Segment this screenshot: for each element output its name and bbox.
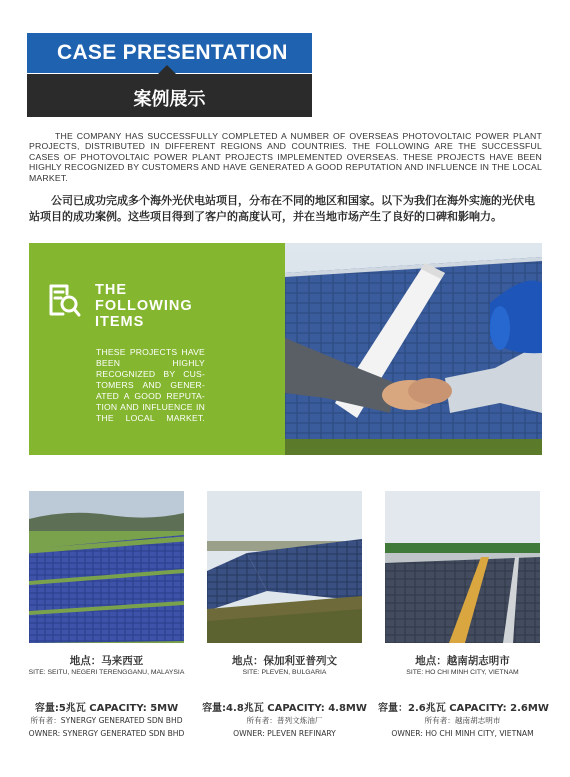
header-subtitle-banner	[27, 74, 312, 117]
case-site: SITE: HO CHI MINH CITY, VIETNAM	[406, 669, 519, 676]
page-title-en: CASE PRESENTATION	[57, 41, 288, 64]
case-photo-malaysia	[29, 491, 184, 643]
case-owner-en: OWNER: PLEVEN REFINARY	[233, 729, 336, 738]
banner-notch	[158, 65, 176, 74]
case-owner-cn: 所有者：普列文炼油厂	[246, 716, 323, 725]
case-photo-vietnam	[385, 491, 540, 643]
intro-text-en: THE COMPANY HAS SUCCESSFULLY COMPLETED A NUMBER OF OVERSEAS PHOTOVOLTAIC POWER PLANT PROJECTS, DISTRIBUTED IN DIFFERENT REGIONS AND COUNTRIES. THE FOLLOWING ARE THE SUCCESSFUL CASES OF PHOTOVOLTAIC POWER PLANT PROJECTS IMPLEMENTED OVERSEAS. THESE PROJECTS HAVE BEEN HIGHLY RECOGNIZED BY CUSTOMERS AND HAVE GENERATED A GOOD REPUTATION AND INFLUENCE IN THE LOCAL MARKET.	[29, 131, 542, 183]
search-document-icon	[45, 282, 83, 320]
handshake-solar-photo	[285, 243, 542, 455]
case-capacity: 容量:5兆瓦 CAPACITY: 5MW	[34, 703, 179, 714]
case-capacity: 容量：2.6兆瓦 CAPACITY: 2.6MW	[378, 703, 549, 714]
case-location: 地点：马来西亚	[69, 655, 144, 667]
page-title-cn: 案例展示	[133, 89, 206, 110]
case-owner-cn: 所有者：越南胡志明市	[424, 716, 501, 725]
feature-description: THESE PROJECTS HAVE BEEN HIGHLY RECOGNIZED BY CUS- TOMERS AND GENER- ATED A GOOD REPUTA- TION AND INFLUENCE IN THE LOCAL MARKET.	[96, 347, 205, 423]
feature-title: THE FOLLOWING ITEMS	[95, 282, 193, 330]
case-owner-cn: 所有者：SYNERGY GENERATED SDN BHD	[30, 716, 183, 725]
case-site: SITE: PLEVEN, BULGARIA	[242, 669, 327, 676]
case-location: 地点：保加利亚普列文	[232, 655, 337, 667]
case-capacity: 容量:4.8兆瓦 CAPACITY: 4.8MW	[202, 703, 367, 714]
case-location: 地点：越南胡志明市	[415, 655, 510, 667]
case-owner-en: OWNER: SYNERGY GENERATED SDN BHD	[28, 729, 185, 738]
case-site: SITE: SEITU, NEGERI TERENGGANU, MALAYSIA	[28, 669, 185, 676]
case-owner-en: OWNER: HO CHI MINH CITY, VIETNAM	[391, 729, 534, 738]
intro-text-cn: 公司已成功完成多个海外光伏电站项目，分布在不同的地区和国家。以下为我们在海外实施的光伏电站项目的成功案例。这些项目得到了客户的高度认可，并在当地市场产生了良好的口碑和影响力。	[29, 194, 535, 223]
case-photo-bulgaria	[207, 491, 362, 643]
